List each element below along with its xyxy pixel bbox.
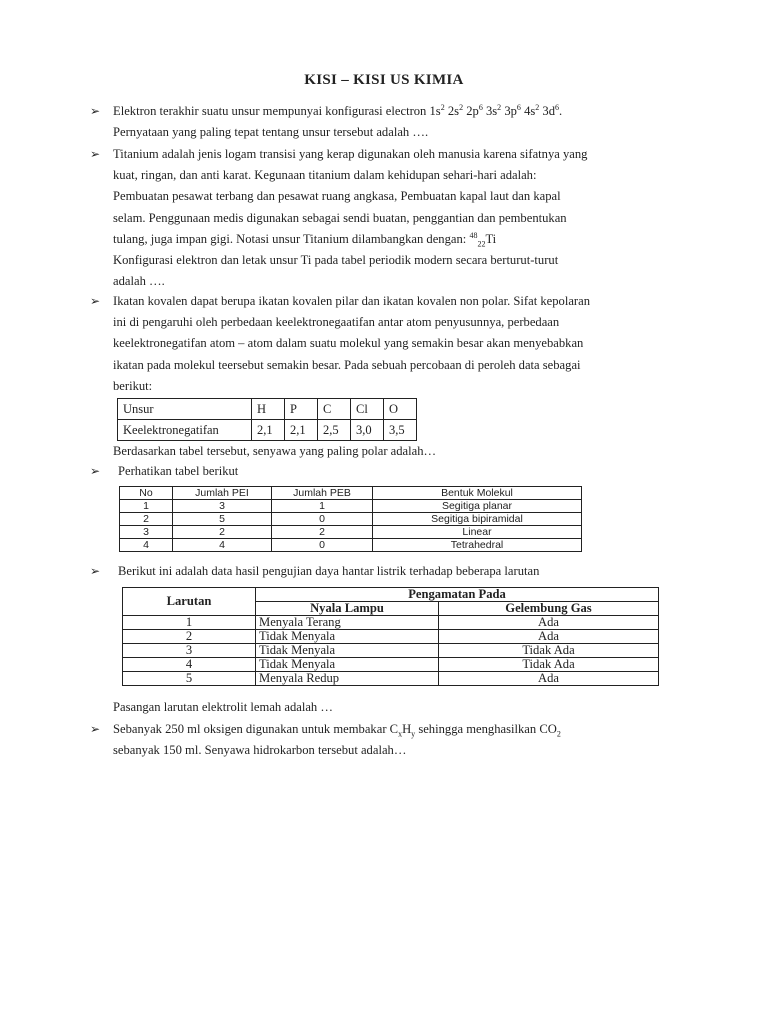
table-cell: Segitiga planar	[373, 500, 582, 513]
table-cell: 5	[173, 513, 272, 526]
table-cell: Ada	[439, 616, 659, 630]
table-row	[120, 500, 582, 513]
table-row	[123, 630, 659, 644]
column-header: Jumlah PEB	[272, 487, 373, 500]
table-cell: 4	[173, 539, 272, 552]
table-cell: 4	[120, 539, 173, 552]
table-cell: O	[384, 399, 417, 420]
arrow-bullet-icon: ➢	[90, 464, 101, 478]
arrow-bullet-icon: ➢	[90, 564, 101, 578]
table-cell: Tidak Ada	[439, 644, 659, 658]
question-3-line: Ikatan kovalen dapat berupa ikatan kovalen pilar dan ikatan kovalen non polar. Sifat kepolaran	[113, 294, 590, 308]
table-row	[123, 672, 659, 686]
column-header: Nyala Lampu	[256, 602, 439, 616]
table-cell: Ada	[439, 672, 659, 686]
table-cell: 3,0	[351, 420, 384, 441]
question-6-line-1: Sebanyak 250 ml oksigen digunakan untuk membakar $C_xH_y$ sehingga menghasilkan $CO_2$	[113, 722, 561, 739]
question-2-line: kuat, ringan, dan anti karat. Kegunaan titanium dalam kehidupan sehari-hari adalah:	[113, 168, 537, 183]
table-cell: Tidak Ada	[439, 658, 659, 672]
question-1	[113, 101, 678, 143]
table-cell: 2	[173, 526, 272, 539]
table-cell: Ada	[439, 630, 659, 644]
table-cell: 1	[272, 500, 373, 513]
table-row	[120, 526, 582, 539]
question-6	[113, 719, 678, 761]
table-cell: 3,5	[384, 420, 417, 441]
table-cell: Keelektronegatifan	[118, 420, 252, 441]
table-header-row	[123, 588, 659, 602]
table-cell: 3	[173, 500, 272, 513]
table-row	[120, 513, 582, 526]
column-header: Larutan	[123, 588, 256, 616]
table-cell: 2,1	[252, 420, 285, 441]
question-1-line-2: Pernyataan yang paling tepat tentang unsur tersebut adalah ….	[113, 125, 429, 140]
table-cell: 2	[123, 630, 256, 644]
table-cell: C	[318, 399, 351, 420]
question-2	[113, 144, 678, 292]
question-4-intro: Perhatikan tabel berikut	[118, 464, 239, 478]
question-2-line: adalah ….	[113, 274, 165, 289]
arrow-bullet-icon: ➢	[90, 294, 101, 308]
table-cell: 3	[123, 644, 256, 658]
table-cell: 4	[123, 658, 256, 672]
column-header: Gelembung Gas	[439, 602, 659, 616]
table-row	[118, 420, 417, 441]
table-cell: 2	[272, 526, 373, 539]
table-cell: Cl	[351, 399, 384, 420]
question-2-line: Konfigurasi elektron dan letak unsur Ti pada tabel periodik modern secara berturut-turut	[113, 253, 559, 268]
question-1-line-1: Elektron terakhir suatu unsur mempunyai konfigurasi electron $1s^2$ $2s^2$ $2p^6$ $3s^2$ $3p^6$ $4s^2$ $3d^6$.	[113, 102, 563, 118]
table-cell: Menyala Terang	[256, 616, 439, 630]
table-cell: 1	[123, 616, 256, 630]
table-cell: 2,5	[318, 420, 351, 441]
table-cell: Segitiga bipiramidal	[373, 513, 582, 526]
table-cell: Tidak Menyala	[256, 630, 439, 644]
table-cell: Linear	[373, 526, 582, 539]
table-cell: 2	[120, 513, 173, 526]
column-header: Bentuk Molekul	[373, 487, 582, 500]
arrow-bullet-icon: ➢	[90, 104, 101, 118]
table-cell: P	[285, 399, 318, 420]
arrow-bullet-icon: ➢	[90, 722, 101, 736]
conductivity-table	[122, 587, 659, 686]
table-cell: Menyala Redup	[256, 672, 439, 686]
question-3-line: ikatan pada molekul teersebut semakin besar. Pada sebuah percobaan di peroleh data sebagai	[113, 357, 581, 372]
column-header: Jumlah PEI	[173, 487, 272, 500]
question-2-line: Titanium adalah jenis logam transisi yang kerap digunakan oleh manusia karena sifatnya yang	[113, 147, 588, 161]
table-row	[123, 644, 659, 658]
column-header: Pengamatan Pada	[256, 588, 659, 602]
table-cell: Tetrahedral	[373, 539, 582, 552]
table-cell: 1	[120, 500, 173, 513]
question-3-line: berikut:	[113, 378, 153, 393]
electronegativity-table	[117, 398, 417, 441]
table-cell: 5	[123, 672, 256, 686]
table-header-row	[120, 487, 582, 500]
question-3-line: ini di pengaruhi oleh perbedaan keelektronegaatifan antar atom penyusunnya, perbedaan	[113, 315, 560, 330]
question-3-line: keelektronegatifan atom – atom dalam suatu molekul yang semakin besar akan menyebabkan	[113, 336, 584, 351]
question-2-line: Pembuatan pesawat terbang dan pesawat ruang angkasa, Pembuatan kapal laut dan kapal	[113, 189, 561, 204]
question-5-intro: Berikut ini adalah data hasil pengujian daya hantar listrik terhadap beberapa larutan	[118, 564, 540, 578]
table-row	[123, 658, 659, 672]
table-row	[118, 399, 417, 420]
table-cell: Tidak Menyala	[256, 644, 439, 658]
table-row	[120, 539, 582, 552]
question-2-line: tulang, juga impan gigi. Notasi unsur Titanium dilambangkan dengan: $^{48}_{22}$Ti	[113, 230, 497, 249]
table-row	[123, 616, 659, 630]
table-cell: Tidak Menyala	[256, 658, 439, 672]
question-6-line-2: sebanyak 150 ml. Senyawa hidrokarbon tersebut adalah…	[113, 743, 407, 758]
column-header: No	[120, 487, 173, 500]
molecule-shape-table	[119, 486, 582, 552]
table-cell: 0	[272, 513, 373, 526]
table-cell: H	[252, 399, 285, 420]
table-cell: 3	[120, 526, 173, 539]
table-cell: Unsur	[118, 399, 252, 420]
question-3	[113, 291, 678, 397]
question-3-followup: Berdasarkan tabel tersebut, senyawa yang paling polar adalah…	[113, 444, 437, 458]
arrow-bullet-icon: ➢	[90, 147, 101, 161]
question-2-line: selam. Penggunaan medis digunakan sebagai sendi buatan, penggantian dan pembentukan	[113, 210, 567, 225]
table-cell: 0	[272, 539, 373, 552]
table-cell: 2,1	[285, 420, 318, 441]
question-5-followup: Pasangan larutan elektrolit lemah adalah …	[113, 700, 333, 714]
page-title: KISI – KISI US KIMIA	[304, 72, 464, 88]
